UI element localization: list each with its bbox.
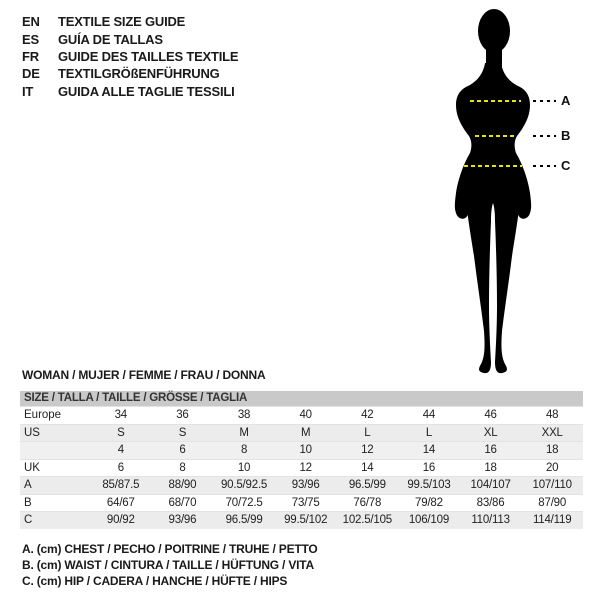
table-cell: 110/113 (471, 514, 510, 526)
table-cell: S (117, 426, 125, 439)
language-row-fr (22, 48, 238, 65)
table-cell: M (239, 426, 249, 439)
table-cell: M (300, 426, 311, 439)
table-cell: XL (483, 426, 498, 439)
table-cell: 107/110 (532, 479, 572, 491)
legend-hip: C. (cm) HIP / CADERA / HANCHE / HÜFTE / HIPS (22, 574, 288, 589)
table-cell: 96.5/99 (348, 479, 386, 491)
table-cell: 14 (422, 444, 436, 456)
row-label: B (24, 496, 32, 509)
table-cell: 16 (484, 444, 497, 456)
language-label: TEXTILE SIZE GUIDE (58, 14, 186, 30)
table-cell: 36 (176, 409, 189, 421)
table-cell: 73/75 (291, 496, 320, 509)
row-label: UK (24, 461, 40, 474)
table-cell: 76/78 (353, 496, 382, 509)
language-label: TEXTILGRÖßENFÜHRUNG (58, 66, 220, 82)
row-label: A (24, 479, 32, 491)
language-code: ES (22, 31, 39, 47)
language-label: GUIDE DES TAILLES TEXTILE (58, 48, 239, 64)
table-cell: 46 (484, 409, 497, 421)
table-cell: 40 (299, 409, 312, 421)
table-row-us (20, 424, 583, 442)
language-row-it (22, 83, 238, 100)
row-label: US (24, 426, 40, 439)
language-row-de (22, 65, 238, 82)
woman-silhouette (455, 9, 531, 373)
table-cell: 18 (545, 444, 559, 456)
table-cell: 14 (361, 461, 374, 474)
table-cell: S (178, 426, 187, 439)
table-cell: XXL (541, 426, 563, 439)
table-cell: 114/119 (532, 514, 572, 526)
size-table (20, 391, 583, 529)
language-row-es (22, 30, 238, 47)
table-cell: 85/87.5 (102, 479, 140, 491)
table-cell: L (425, 426, 433, 439)
table-row-us-numeric (20, 441, 583, 459)
row-label: Europe (24, 409, 62, 421)
table-cell: 6 (179, 444, 186, 456)
table-cell: 99.5/102 (284, 514, 328, 526)
table-cell: 10 (299, 444, 312, 456)
measurement-legend (22, 541, 318, 590)
table-cell: 64/67 (106, 496, 135, 509)
table-cell: 34 (114, 409, 128, 421)
table-cell: L (364, 426, 371, 439)
table-cell: 44 (422, 409, 436, 421)
language-row-en (22, 13, 238, 30)
table-cell: 48 (545, 409, 559, 421)
silhouette-body (455, 63, 531, 373)
table-cell: 8 (179, 461, 186, 474)
table-cell: 38 (237, 409, 251, 421)
size-table-header: SIZE / TALLA / TAILLE / GRÖSSE / TAGLIA (20, 391, 583, 406)
language-code: IT (22, 83, 34, 99)
table-row-chest (20, 476, 583, 494)
table-cell: 68/70 (168, 496, 197, 509)
body-measurement-figure (425, 5, 580, 375)
table-cell: 16 (422, 461, 436, 474)
table-cell: 99.5/103 (407, 479, 451, 491)
table-cell: 96.5/99 (225, 514, 263, 526)
table-cell: 6 (117, 461, 124, 474)
language-label: GUÍA DE TALLAS (58, 31, 163, 47)
table-cell: 90/92 (106, 514, 135, 526)
row-label: C (24, 514, 33, 526)
legend-chest: A. (cm) CHEST / PECHO / POITRINE / TRUHE / PETTO (22, 542, 318, 556)
marker-label-c: C (561, 158, 571, 173)
table-cell: 8 (240, 444, 248, 456)
table-cell: 83/86 (476, 496, 505, 509)
table-cell: 20 (545, 461, 559, 474)
table-cell: 106/109 (408, 514, 450, 526)
language-code: DE (22, 66, 40, 82)
table-cell: 102.5/105 (342, 514, 392, 526)
table-cell: 10 (237, 461, 251, 474)
table-cell: 79/82 (415, 496, 443, 509)
section-title: WOMAN / MUJER / FEMME / FRAU / DONNA (22, 368, 266, 382)
table-cell: 90.5/92.5 (220, 479, 268, 491)
marker-label-b: B (561, 128, 571, 143)
table-cell: 87/90 (538, 496, 567, 509)
table-cell: 12 (299, 461, 312, 474)
table-row-europe (20, 406, 583, 424)
table-cell: 42 (361, 409, 374, 421)
language-code: EN (22, 14, 40, 30)
marker-label-a: A (561, 93, 571, 108)
table-cell: 4 (117, 444, 124, 456)
language-code: FR (22, 48, 39, 64)
table-cell: 93/96 (291, 479, 320, 491)
language-list (22, 13, 238, 100)
legend-waist: B. (cm) WAIST / CINTURA / TAILLE / HÜFTUNG / VITA (22, 558, 314, 573)
table-row-hip (20, 511, 583, 529)
table-cell: 70/72.5 (225, 496, 263, 509)
table-cell: 93/96 (168, 514, 197, 526)
table-row-waist (20, 494, 583, 512)
language-label: GUIDA ALLE TAGLIE TESSILI (58, 83, 235, 99)
table-cell: 18 (484, 461, 497, 474)
table-cell: 88/90 (168, 479, 197, 491)
table-cell: 104/107 (470, 479, 511, 491)
row-label (20, 442, 90, 459)
table-row-uk (20, 459, 583, 477)
woman-silhouette-svg (425, 5, 580, 375)
table-cell: 12 (361, 444, 374, 456)
